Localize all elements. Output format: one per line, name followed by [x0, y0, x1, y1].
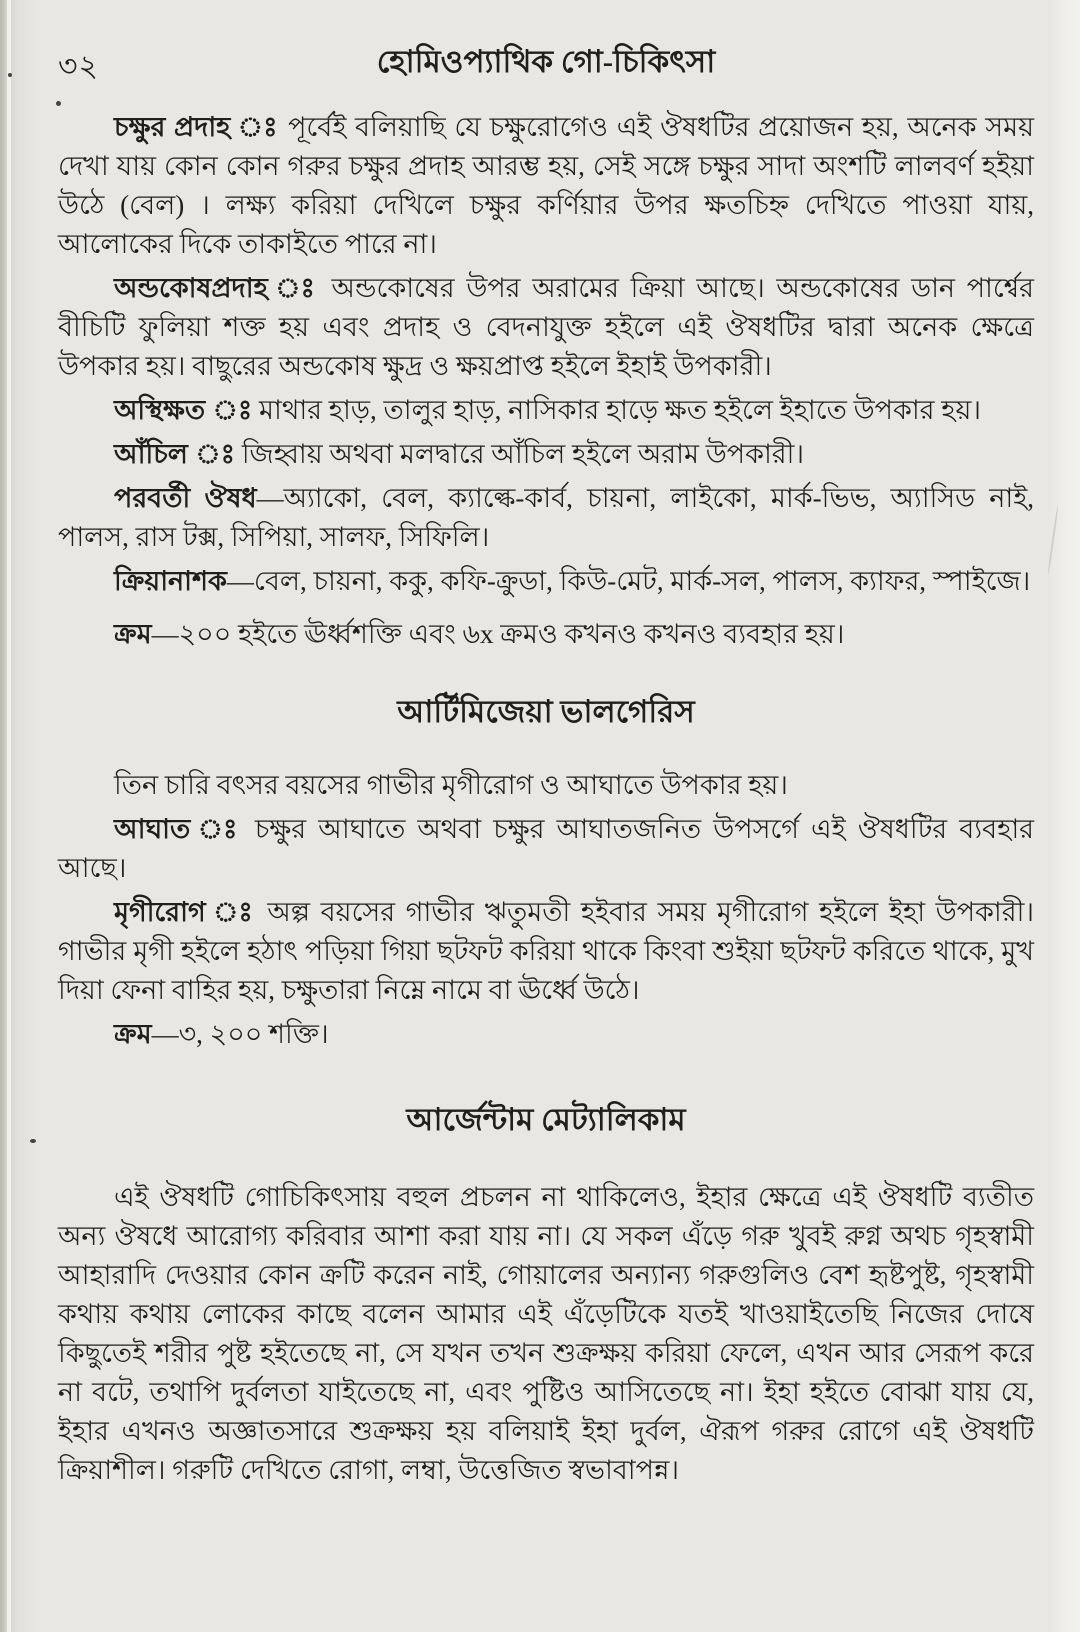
paragraph-body: মাথার হাড়, তালুর হাড়, নাসিকার হাড়ে ক্ষত হইলে ইহাতে উপকার হয়। [259, 395, 982, 425]
paragraph-body: অন্ডকোষের উপর অরামের ক্রিয়া আছে। অন্ডকোষের ডান পার্শ্বের বীচিটি ফুলিয়া শক্ত হয় এবং প্রদাহ ও বেদনাযুক্ত হইলে এই ঔষধটির দ্বারা অনেক ক্ষেত্রে উপকার হয়। বাছুরের অন্ডকোষ ক্ষুদ্র ও ক্ষয়প্রাপ্ত হইলে ইহাই উপকারী। [58, 273, 1034, 381]
paragraph-body: তিন চারি বৎসর বয়সের গাভীর মৃগীরোগ ও আঘাতে উপকার হয়। [114, 770, 788, 800]
section-heading-artemisia: আর্টিমিজেয়া ভালগেরিস [397, 694, 695, 729]
page-content [58, 34, 1034, 1495]
scan-speck [8, 73, 12, 77]
paragraph-lead: মৃগীরোগ ঃ [114, 897, 268, 927]
paragraph-body: জিহ্বায় অথবা মলদ্বারে আঁচিল হইলে অরাম উপকারী। [241, 439, 805, 469]
page-header [58, 34, 1034, 92]
paragraph-body: —২০০ হইতে ঊর্ধ্বশক্তি এবং ৬x ক্রমও কখনও কখনও ব্যবহার হয়। [151, 619, 845, 649]
paragraph-kram [58, 1015, 1034, 1054]
paragraph-lead: আঁচিল ঃ [114, 439, 242, 469]
paragraph-lead: ক্রিয়ানাশক [114, 566, 227, 596]
paragraph-mrigirog [58, 893, 1034, 1010]
book-running-title: হোমিওপ্যাথিক গো-চিকিৎসা [376, 44, 716, 79]
paragraph-asthikkhata [58, 391, 1034, 430]
paragraph-kram [58, 615, 1034, 654]
paragraph-lead: ক্রম [114, 619, 152, 649]
paragraph-body: —৩, ২০০ শক্তি। [151, 1019, 329, 1049]
page-binding-shadow [0, 0, 40, 1632]
paragraph-artemisia-intro [58, 766, 1034, 805]
page-right-margin [1050, 0, 1080, 1632]
scan-speck [30, 1139, 36, 1143]
paragraph-lead: পরবর্তী ঔষধ [114, 483, 257, 513]
paragraph-body: —অ্যাকো, বেল, ক্যাল্কে-কার্ব, চায়না, লাইকো, মার্ক-ভিভ, অ্যাসিড নাই, পালস, রাস টক্স, সিপিয়া, সালফ, সিফিলি। [58, 483, 1034, 552]
paragraph-body: এই ঔষধটি গোচিকিৎসায় বহুল প্রচলন না থাকিলেও, ইহার ক্ষেত্রে এই ঔষধটি ব্যতীত অন্য ঔষধে আরোগ্য করিবার আশা করা যায় না। যে সকল এঁড়ে গরু খুবই রুগ্ন অথচ গৃহস্বামী আহারাদি দেওয়ার কোন ক্রটি করেন নাই, গোয়ালের অন্যান্য গরুগুলিও বেশ হৃষ্টপুষ্ট, গৃহস্বামী কথায় কথায় লোকের কাছে বলেন আমার এই এঁড়েটিকে যতই খাওয়াইতেছি নিজের দোষে কিছুতেই শরীর পুষ্ট হইতেছে না, সে যখন তখন শুক্রক্ষয় করিয়া ফেলে, এখন আর সেরূপ করে না বটে, তথাপি দুর্বলতা যাইতেছে না, এবং পুষ্টিও আসিতেছে না। ইহা হইতে বোঝা যায় যে, ইহার এখনও অজ্ঞাতসারে শুক্রক্ষয় হয় বলিয়াই ইহা দুর্বল, ঐরূপ গরুর রোগে এই ঔষধটি ক্রিয়াশীল। গরুটি দেখিতে রোগা, লম্বা, উত্তেজিত স্বভাবাপন্ন। [58, 1182, 1034, 1485]
paragraph-kriyanashak [58, 562, 1034, 601]
paragraph-body: অল্প বয়সের গাভীর ঋতুমতী হইবার সময় মৃগীরোগ হইলে ইহা উপকারী। গাভীর মৃগী হইলে হঠাৎ পড়িয়া গিয়া ছটফট করিয়া থাকে কিংবা শুইয়া ছটফট করিতে থাকে, মুখ দিয়া ফেনা বাহির হয়, চক্ষুতারা নিম্নে নামে বা ঊর্ধ্বে উঠে। [58, 897, 1034, 1005]
paragraph-lead: অস্থিক্ষত ঃ [114, 395, 260, 425]
paragraph-aghat [58, 810, 1034, 888]
paragraph-lead: চক্ষুর প্রদাহ ঃ [114, 112, 289, 142]
paragraph-body: পূর্বেই বলিয়াছি যে চক্ষুরোগেও এই ঔষধটির প্রয়োজন হয়, অনেক সময় দেখা যায় কোন কোন গরুর চক্ষুর প্রদাহ আরম্ভ হয়, সেই সঙ্গে চক্ষুর সাদা অংশটি লালবর্ণ হইয়া উঠে (বেল) । লক্ষ্য করিয়া দেখিলে চক্ষুর কর্ণিয়ার উপর ক্ষতচিহ্ন দেখিতে পাওয়া যায়, আলোকের দিকে তাকাইতে পারে না। [58, 112, 1034, 259]
paragraph-argentum-intro [58, 1178, 1034, 1490]
paragraph-lead: ক্রম [114, 1019, 152, 1049]
paragraph-lead: অন্ডকোষপ্রদাহ ঃ [114, 273, 332, 303]
paragraph-body: —বেল, চায়না, ককু, কফি-ক্রুডা, কিউ-মেট, মার্ক-সল, পালস, ক্যাফর, স্পাইজে। [226, 566, 1031, 596]
paragraph-chakkhur-pradah [58, 108, 1034, 264]
paragraph-anchil [58, 435, 1034, 474]
page-binding-highlight [7, 0, 11, 1632]
paragraph-body: চক্ষুর আঘাতে অথবা চক্ষুর আঘাতজনিত উপসর্গে এই ঔষধটির ব্যবহার আছে। [58, 814, 1034, 883]
paragraph-parabarti-oushadh [58, 479, 1034, 557]
page-number: ৩২ [58, 50, 100, 83]
paragraph-andakosh-pradah [58, 269, 1034, 386]
paragraph-lead: আঘাত ঃ [114, 814, 255, 844]
section-heading-argentum: আর্জেন্টাম মেট্যালিকাম [406, 1102, 686, 1137]
